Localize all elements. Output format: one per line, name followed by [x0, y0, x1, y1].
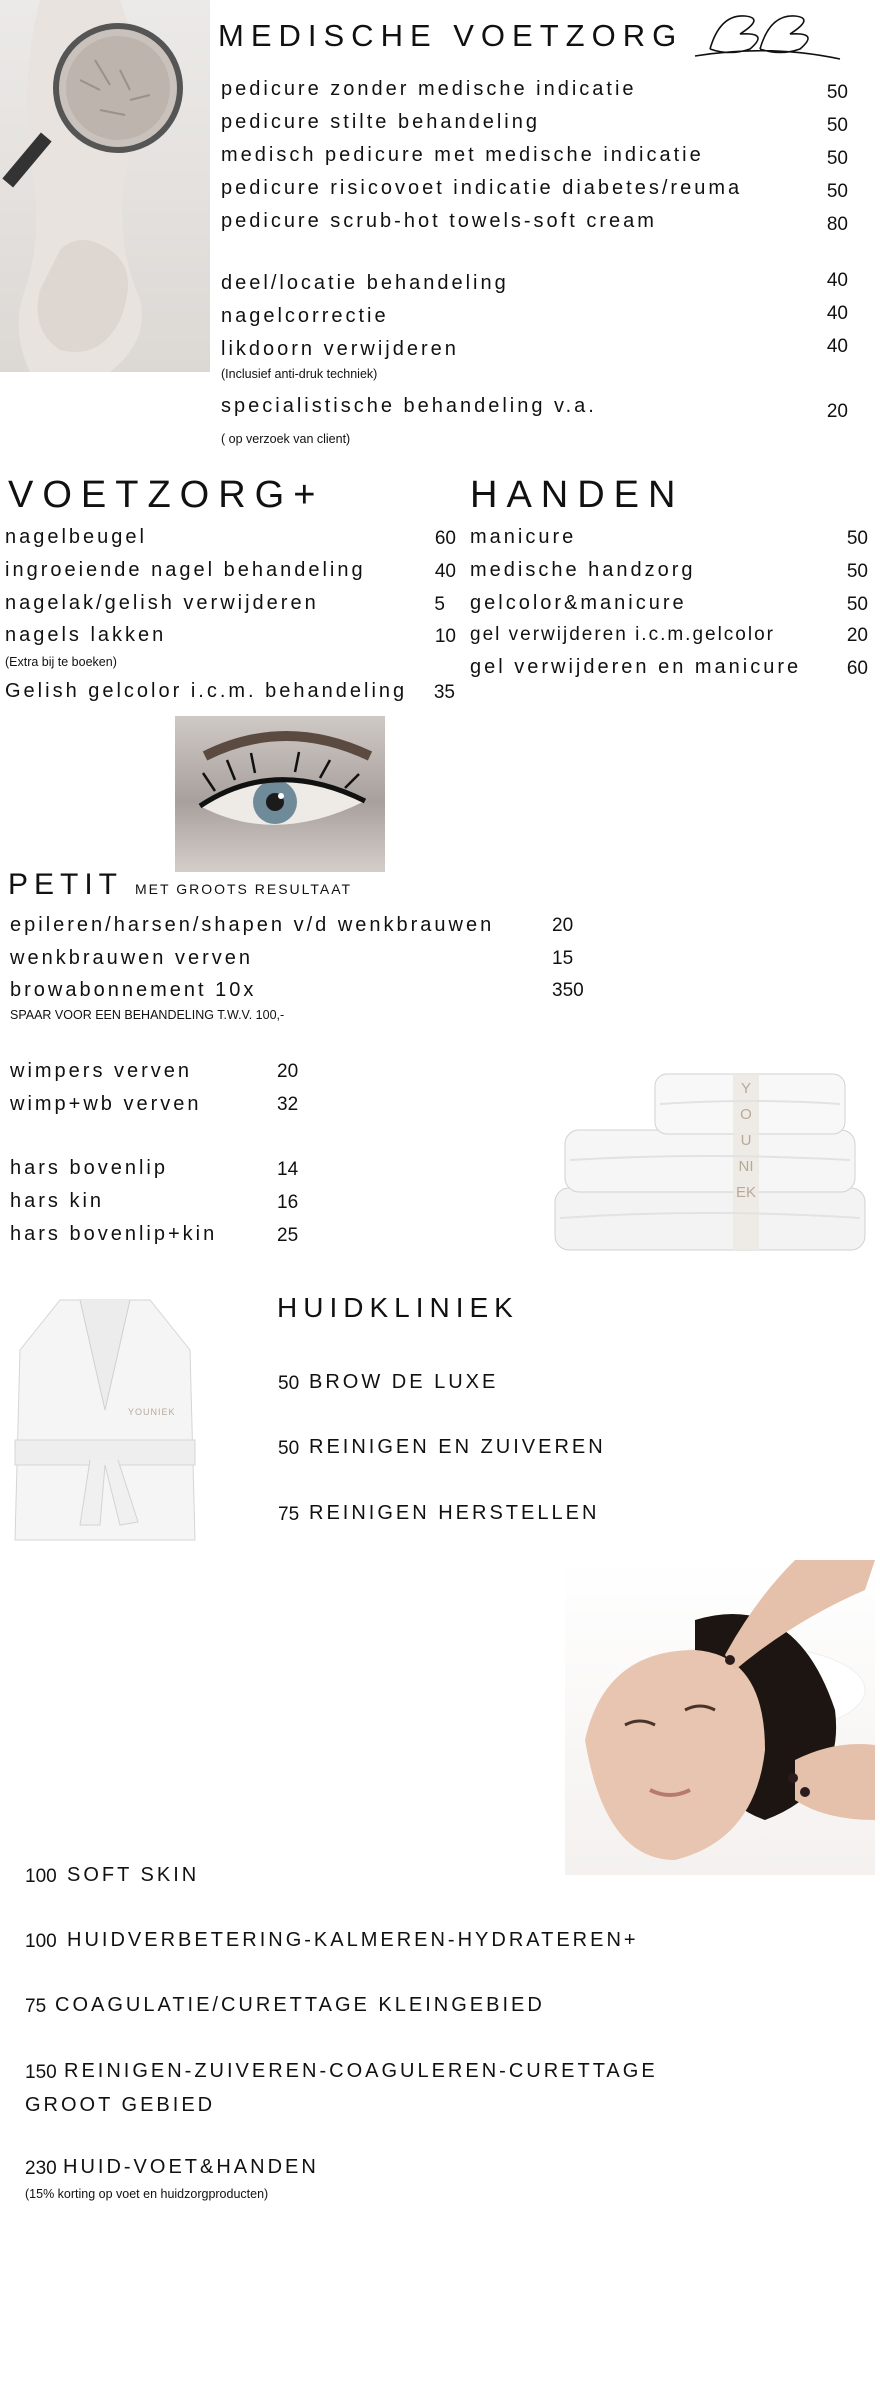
bottom-item: SOFT SKIN: [67, 1864, 200, 1886]
petit-item: browabonnement 10x: [10, 979, 257, 1001]
petit-title: PETIT: [8, 868, 124, 901]
petit-item: hars bovenlip: [10, 1157, 168, 1179]
likdoorn-note: (Inclusief anti-druk techniek): [221, 367, 378, 381]
handen-price: 60: [846, 658, 868, 679]
medische-item: pedicure stilte behandeling: [221, 111, 540, 133]
petit-item: hars kin: [10, 1190, 105, 1212]
medische-price: 40: [826, 270, 848, 291]
huidkliniek-title: HUIDKLINIEK: [277, 1292, 519, 1323]
medische-item: deel/locatie behandeling: [221, 272, 509, 294]
voetzorg-price: 35: [433, 682, 455, 703]
handen-title: HANDEN: [470, 474, 685, 516]
towel-stack-photo: [545, 1068, 875, 1258]
handen-item: gel verwijderen i.c.m.gelcolor: [470, 624, 775, 645]
medische-price: 50: [826, 82, 848, 103]
handen-item: manicure: [470, 526, 577, 548]
handen-item: gel verwijderen en manicure: [470, 656, 802, 678]
huid-item: REINIGEN EN ZUIVEREN: [309, 1436, 606, 1458]
medische-item: pedicure zonder medische indicatie: [221, 78, 637, 100]
petit-price: 350: [552, 980, 584, 1001]
huid-item: REINIGEN HERSTELLEN: [309, 1502, 600, 1524]
bottom-price: 100: [25, 1931, 57, 1952]
medische-item: pedicure risicovoet indicatie diabetes/reuma: [221, 177, 743, 199]
petit-price: 32: [277, 1094, 299, 1115]
petit-note: SPAAR VOOR EEN BEHANDELING T.W.V. 100,-: [10, 1008, 285, 1022]
towel-brand-text: YOUNIEK: [736, 1080, 757, 1201]
medische-price: 50: [826, 181, 848, 202]
petit-price: 20: [552, 915, 574, 936]
bottom-price: 100: [25, 1866, 57, 1887]
medische-price: 40: [826, 303, 848, 324]
bottom-note: (15% korting op voet en huidzorgproducten): [25, 2187, 269, 2201]
medische-price: 40: [826, 336, 848, 357]
petit-price: 25: [277, 1225, 299, 1246]
voetzorg-item: nagels lakken: [5, 624, 167, 646]
huid-price: 50: [278, 1373, 300, 1394]
bottom-price: 230: [25, 2158, 57, 2179]
petit-price: 14: [277, 1159, 299, 1180]
bottom-item: REINIGEN-ZUIVEREN-COAGULEREN-CURETTAGE: [64, 2060, 658, 2082]
voetzorg-price: 10: [434, 626, 456, 647]
voetzorg-item: Gelish gelcolor i.c.m. behandeling: [5, 680, 408, 702]
medische-item: medisch pedicure met medische indicatie: [221, 144, 704, 166]
bottom-item: HUID-VOET&HANDEN: [63, 2156, 319, 2178]
bottom-price: 75: [25, 1996, 47, 2017]
voetzorg-item: ingroeiende nagel behandeling: [5, 559, 366, 581]
petit-item: hars bovenlip+kin: [10, 1223, 218, 1245]
voetzorg-item: nagelbeugel: [5, 526, 147, 548]
bottom-item: HUIDVERBETERING-KALMEREN-HYDRATEREN+: [67, 1929, 639, 1951]
medische-price: 20: [826, 401, 848, 422]
handen-price: 50: [846, 594, 868, 615]
voetzorg-price: 40: [434, 561, 456, 582]
robe-brand-text: YOUNIEK: [128, 1407, 176, 1417]
huid-price: 75: [278, 1504, 300, 1525]
huid-item: BROW DE LUXE: [309, 1371, 499, 1393]
petit-price: 16: [277, 1192, 299, 1213]
petit-item: wimp+wb verven: [10, 1093, 202, 1115]
medische-item: pedicure scrub-hot towels-soft cream: [221, 210, 657, 232]
facial-massage-photo: [565, 1560, 875, 1875]
voetzorg-item: nagelak/gelish verwijderen: [5, 592, 319, 614]
medische-price: 50: [826, 115, 848, 136]
handen-item: medische handzorg: [470, 559, 696, 581]
voetzorg-price: 5: [434, 594, 445, 615]
eye-makeup-photo: [175, 716, 385, 872]
medische-item: nagelcorrectie: [221, 305, 389, 327]
medische-title: MEDISCHE VOETZORG: [218, 18, 684, 53]
lakken-note: (Extra bij te boeken): [5, 655, 117, 669]
bathrobe-photo: [10, 1290, 200, 1550]
bottom-item-line2: GROOT GEBIED: [25, 2094, 216, 2116]
petit-item: wenkbrauwen verven: [10, 947, 253, 969]
bottom-item: COAGULATIE/CURETTAGE KLEINGEBIED: [55, 1994, 545, 2016]
handen-price: 20: [846, 625, 868, 646]
medische-price: 80: [826, 214, 848, 235]
medische-price: 50: [826, 148, 848, 169]
voetzorg-price: 60: [434, 528, 456, 549]
petit-price: 20: [277, 1061, 299, 1082]
signature-logo: [690, 4, 850, 62]
petit-item: wimpers verven: [10, 1060, 193, 1082]
bottom-price: 150: [25, 2062, 57, 2083]
medische-item: specialistische behandeling v.a.: [221, 395, 597, 417]
voetzorg-plus-title: VOETZORG+: [8, 474, 325, 516]
medische-item: likdoorn verwijderen: [221, 338, 459, 360]
special-note: ( op verzoek van client): [221, 432, 351, 446]
foot-magnifier-photo: [0, 0, 210, 372]
handen-price: 50: [846, 528, 868, 549]
handen-item: gelcolor&manicure: [470, 592, 687, 614]
petit-subtitle: MET GROOTS RESULTAAT: [135, 881, 353, 897]
petit-item: epileren/harsen/shapen v/d wenkbrauwen: [10, 914, 495, 936]
handen-price: 50: [846, 561, 868, 582]
petit-price: 15: [552, 948, 574, 969]
huid-price: 50: [278, 1438, 300, 1459]
